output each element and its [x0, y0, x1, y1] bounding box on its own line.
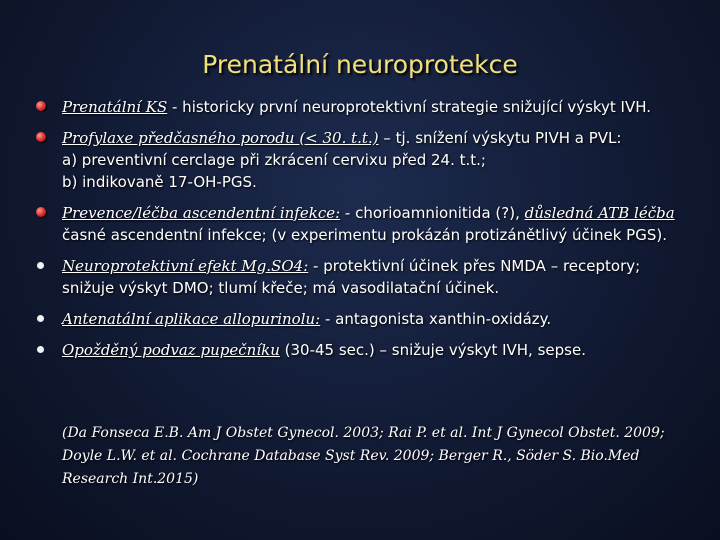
slide-title: Prenatální neuroprotekce [202, 50, 518, 79]
bullet-item-podvaz [36, 339, 716, 361]
bullet-subline: časné ascendentní infekce; (v experimentu prokázán protizánětlivý účinek PGS). [62, 226, 667, 244]
white-bullet-icon [37, 262, 44, 269]
reference-citation [62, 422, 712, 491]
red-bullet-icon [36, 207, 46, 217]
bullet-text: - chorioamnionitida (?), [340, 204, 525, 222]
bullet-text: (30-45 sec.) – snižuje výskyt IVH, sepse. [279, 341, 586, 359]
bullet-subline: a) preventivní cerclage při zkrácení cervixu před 24. t.t.; [62, 151, 486, 169]
reference-line: (Da Fonseca E.B. Am J Obstet Gynecol. 2003; Rai P. et al. Int J Gynecol Obstet. 2009; [62, 425, 665, 441]
bullet-text: - historicky první neuroprotektivní strategie snižující výskyt IVH. [167, 98, 652, 116]
bullet-emphasis: důsledná ATB léčba [524, 204, 675, 222]
bullet-lead: Opožděný podvaz pupečníku [62, 341, 280, 359]
reference-line: Doyle L.W. et al. Cochrane Database Syst Rev. 2009; Berger R., Söder S. Bio.Med [62, 448, 640, 464]
white-bullet-icon [37, 315, 44, 322]
bullet-item-mgso4 [36, 255, 716, 299]
bullet-text: - protektivní účinek přes NMDA – receptory; [308, 257, 641, 275]
bullet-lead: Prevence/léčba ascendentní infekce: [62, 204, 341, 222]
reference-line: Research Int.2015) [62, 471, 199, 487]
bullet-lead: Neuroprotektivní efekt Mg.SO4: [62, 257, 309, 275]
bullet-item-prevence [36, 202, 716, 246]
red-bullet-icon [36, 132, 46, 142]
bullet-lead: Antenatální aplikace allopurinolu: [62, 310, 321, 328]
bullet-lead: Prenatální KS [62, 98, 168, 116]
bullet-lead: Profylaxe předčasného porodu (< 30. t.t.) [62, 129, 379, 147]
bullet-item-prenatal-ks [36, 96, 716, 118]
bullet-subline: b) indikovaně 17-OH-PGS. [62, 173, 257, 191]
bullet-list [36, 96, 716, 370]
bullet-text: – tj. snížení výskytu PIVH a PVL: [378, 129, 622, 147]
white-bullet-icon [37, 346, 44, 353]
bullet-item-allopurinol [36, 308, 716, 330]
bullet-text: - antagonista xanthin-oxidázy. [320, 310, 552, 328]
bullet-item-profylaxe [36, 127, 716, 193]
red-bullet-icon [36, 101, 46, 111]
bullet-subline: snižuje výskyt DMO; tlumí křeče; má vasodilatační účinek. [62, 279, 500, 297]
